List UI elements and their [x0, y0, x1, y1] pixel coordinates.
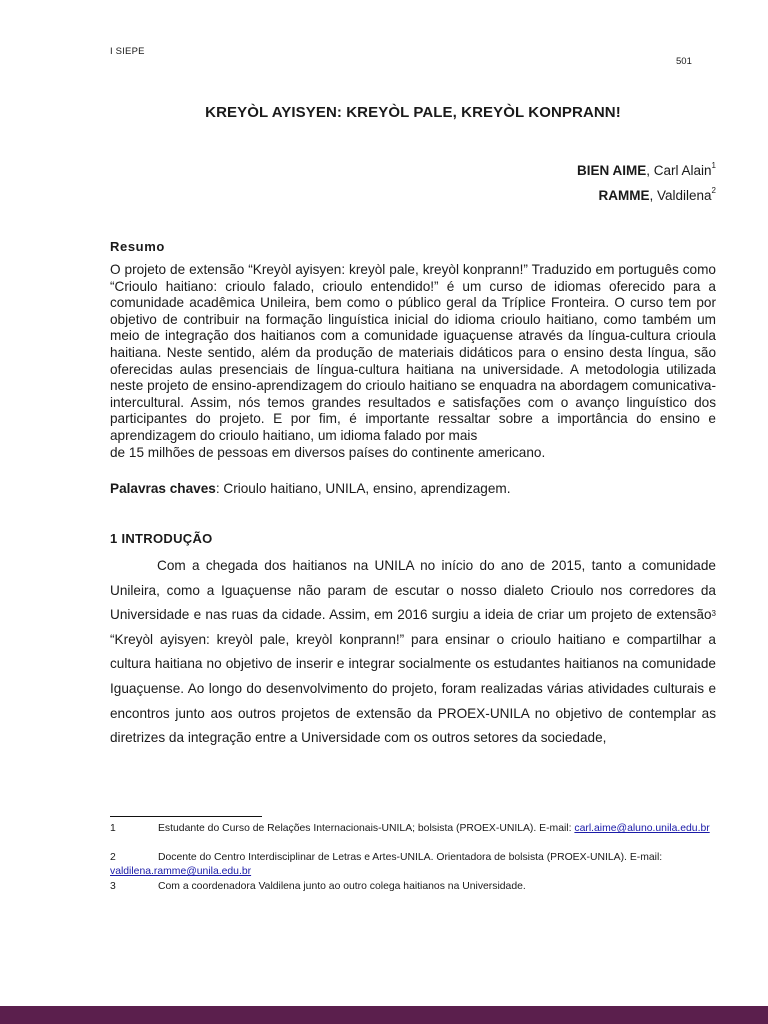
footnote-2-email-link[interactable]: valdilena.ramme@unila.edu.br [110, 866, 252, 877]
intro-text-part-b: “Kreyòl ayisyen: kreyòl pale, kreyòl konprann!” para ensinar o crioulo haitiano e compartilhar a cultura haitiana no objetivo de inserir e integrar socialmente os estudantes haitianos na comunidade Iguaçuense. Ao longo do desenvolvimento do projeto, foram realizadas várias atividades culturais e encontros junto aos outros projetos de extensão da PROEX-UNILA no objetivo de contemplar as diretrizes da integração entre a Universidade com os outros setores da sociedade, [110, 631, 716, 746]
footnote-1-number: 1 [110, 823, 116, 834]
introduction-paragraph [110, 554, 716, 751]
footnote-1-email-link[interactable]: carl.aime@aluno.unila.edu.br [574, 823, 710, 834]
abstract-body [110, 262, 716, 461]
conference-header: I SIEPE [110, 46, 145, 57]
abstract-text: O projeto de extensão “Kreyòl ayisyen: kreyòl pale, kreyòl konprann!” Traduzido em português como “Crioulo haitiano: crioulo falado, crioulo entendido!” é um curso de idiomas oferecido para a comunidade acadêmica Unileira, bem como o público geral da Tríplice Fronteira. O curso tem por objetivo de contribuir na formação linguística inicial do idioma crioulo haitiano, como também um meio de integração dos haitianos com a comunidade iguaçuense através da língua-cultura crioula haitiana. Neste sentido, além da produção de materiais didáticos para o ensino desta língua, são oferecidas aulas presenciais de língua-cultura haitiana na universidade. A metodologia utilizada neste projeto de ensino-aprendizagem do crioulo haitiano se enquadra na abordagem comunicativa-intercultural. Assim, nós temos grandes resultados e satisfações com o avanço linguístico dos participantes do projeto. E por fim, é importante ressaltar sobre a importância do ensino e aprendizagem do crioulo haitiano, um idioma falado por mais [110, 262, 716, 443]
section-heading-introduction: 1 INTRODUÇÃO [110, 531, 213, 546]
author-1-given: , Carl Alain [646, 163, 712, 178]
abstract-text-last-line: de 15 milhões de pessoas em diversos países do continente americano. [110, 444, 546, 460]
author-2 [599, 188, 717, 203]
footnote-1 [110, 822, 716, 836]
author-1-footnote-ref: 1 [711, 161, 716, 170]
footnote-1-text: Estudante do Curso de Relações Internacionais-UNILA; bolsista (PROEX-UNILA). E-mail: [158, 823, 575, 834]
footnote-2-text: Docente do Centro Interdisciplinar de Letras e Artes-UNILA. Orientadora de bolsista (PROEX-UNILA). E-mail: [158, 852, 663, 863]
page-number: 501 [676, 56, 692, 67]
footnote-2 [110, 851, 716, 879]
author-2-surname: RAMME [598, 188, 650, 203]
author-1-surname: BIEN AIME [577, 163, 647, 178]
bottom-color-bar [0, 1006, 768, 1024]
footnote-3-text: Com a coordenadora Valdilena junto ao outro colega haitianos na Universidade. [158, 881, 526, 892]
intro-text-part-a: Com a chegada dos haitianos na UNILA no início do ano de 2015, tanto a comunidade Unileira, como a Iguaçuense não param de escutar o nosso dialeto Crioulo nos corredores da Universidade e nas ruas da cidade. Assim, em 2016 surgiu a ideia de criar um projeto de extensão [110, 558, 716, 623]
author-1 [577, 163, 716, 178]
keywords-label: Palavras chaves [110, 481, 216, 496]
keywords-list: : Crioulo haitiano, UNILA, ensino, aprendizagem. [215, 481, 511, 496]
intro-footnote-ref: 3 [711, 609, 716, 619]
keywords [110, 481, 511, 496]
footnote-3-number: 3 [110, 881, 116, 892]
abstract-heading: Resumo [110, 239, 165, 254]
footnote-2-number: 2 [110, 852, 116, 863]
author-2-footnote-ref: 2 [711, 186, 716, 195]
paper-title: KREYÒL AYISYEN: KREYÒL PALE, KREYÒL KONPRANN! [205, 104, 621, 121]
footnote-3 [110, 880, 716, 894]
author-2-given: , Valdilena [649, 188, 712, 203]
footnote-separator [110, 816, 262, 817]
